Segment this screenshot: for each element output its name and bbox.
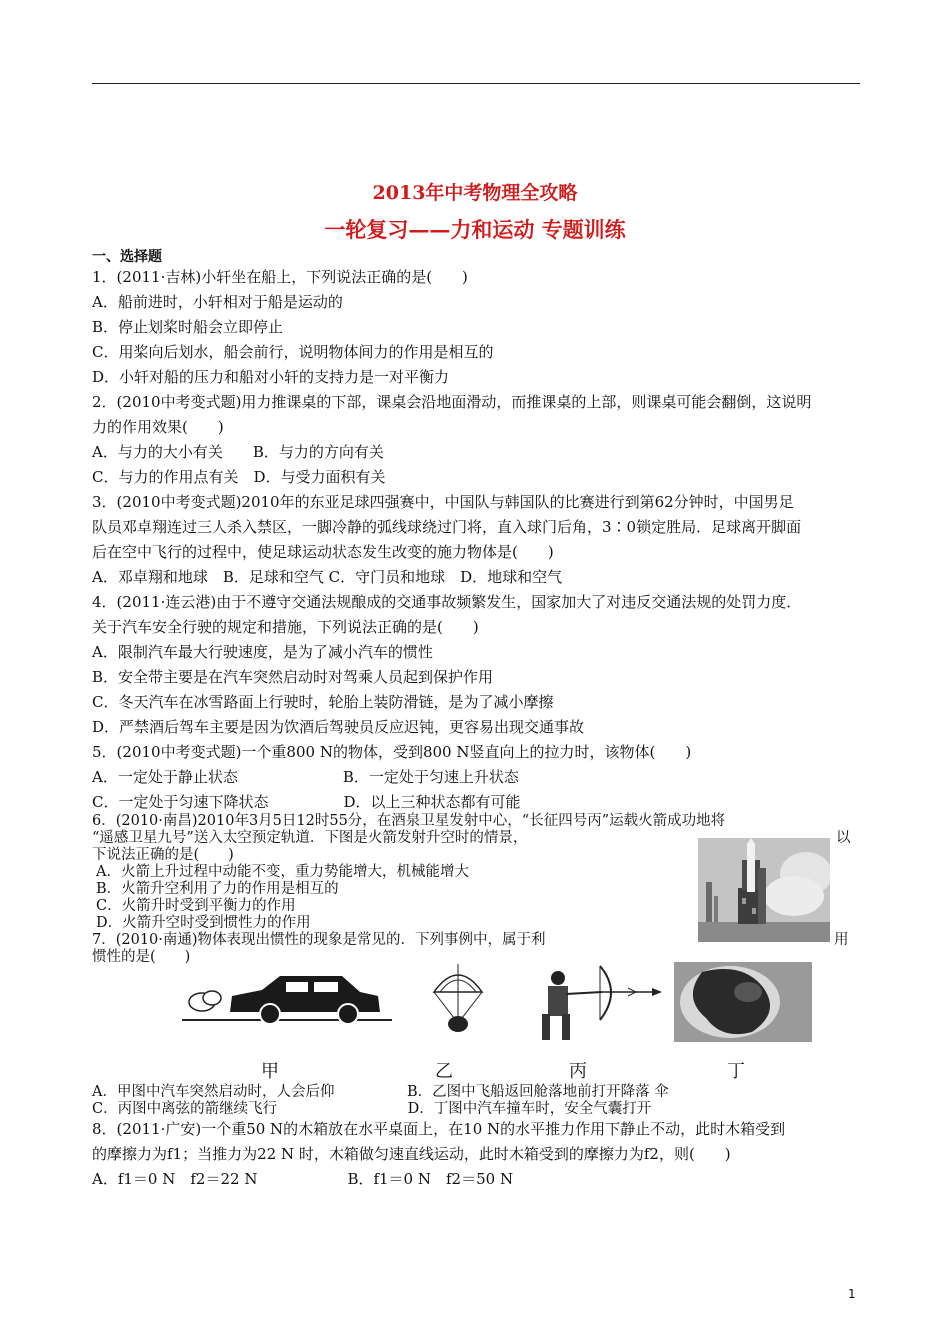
question-6-cont: 下说法正确的是( )	[92, 847, 234, 863]
option-line: C．丙图中离弦的箭继续飞行 D．丁图中汽车撞车时，安全气囊打开	[92, 1101, 652, 1117]
question-7-cont: 惯性的是( )	[92, 949, 191, 965]
car-figure	[182, 976, 392, 1024]
option-line: A．与力的大小有关 B．与力的方向有关	[92, 443, 384, 461]
option-line: B．安全带主要是在汽车突然启动时对驾乘人员起到保护作用	[92, 668, 494, 686]
page-subtitle: 一轮复习——力和运动 专题训练	[324, 217, 626, 242]
figure-label-1: 甲	[261, 1061, 279, 1082]
figures-svg	[182, 962, 812, 1082]
option-line: C．一定处于匀速下降状态 D．以上三种状态都有可能	[92, 793, 521, 811]
rocket-launch-photo	[698, 838, 830, 942]
section-heading: 一、选择题	[92, 249, 162, 265]
option-line: A．限制汽车最大行驶速度，是为了减小汽车的惯性	[92, 643, 433, 661]
page-number: 1	[848, 1287, 856, 1301]
question-4: 4．(2011·连云港)由于不遵守交通法规酿成的交通事故频繁发生，国家加大了对违反交通法规的处罚力度．	[92, 593, 802, 611]
question-2-cont: 力的作用效果( )	[92, 418, 224, 436]
question-8: 8．(2011·广安)一个重50 N的木箱放在水平桌面上，在10 N的水平推力作用下静止不动，此时木箱受到	[92, 1120, 786, 1138]
option-line: C．与力的作用点有关 D．与受力面积有关	[92, 468, 386, 486]
option-line: D．严禁酒后驾车主要是因为饮酒后驾驶员反应迟钝，更容易出现交通事故	[92, 718, 585, 736]
question-5: 5．(2010中考变式题)一个重800 N的物体，受到800 N竖直向上的拉力时，该物体( )	[92, 743, 692, 761]
option-line: D．火箭升空时受到惯性力的作用	[96, 915, 311, 931]
option-line: A．火箭上升过程中动能不变，重力势能增大，机械能增大	[96, 864, 469, 880]
option-line: C．冬天汽车在冰雪路面上行驶时，轮胎上装防滑链，是为了减小摩擦	[92, 693, 554, 711]
question-8-cont: 的摩擦力为f1；当推力为22 N 时，木箱做匀速直线运动，此时木箱受到的摩擦力为f2，则( )	[92, 1145, 731, 1163]
option-line: B．停止划桨时船会立即停止	[92, 318, 284, 336]
airbag-figure	[674, 962, 812, 1042]
option-line: A．f1＝0 N f2＝22 N B．f1＝0 N f2＝50 N	[92, 1170, 514, 1188]
question-6-cont-tail: 以	[836, 830, 851, 846]
question-6: 6．(2010·南昌)2010年3月5日12时55分，在酒泉卫星发射中心，“长征四号丙”运载火箭成功地将	[92, 813, 726, 829]
question-6-cont: “遥感卫星九号”送入太空预定轨道．下图是火箭发射升空时的情景，	[92, 830, 528, 846]
option-line: A．甲图中汽车突然启动时，人会后仰 B．乙图中飞船返回舱落地前打开降落 伞	[92, 1084, 669, 1100]
archer-figure	[542, 966, 662, 1040]
option-line: B．火箭升空利用了力的作用是相互的	[96, 881, 339, 897]
question-4-cont: 关于汽车安全行驶的规定和措施，下列说法正确的是( )	[92, 618, 479, 636]
question-3-cont: 后在空中飞行的过程中，使足球运动状态发生改变的施力物体是( )	[92, 543, 554, 561]
question-3-cont: 队员邓卓翔连过三人杀入禁区，一脚冷静的弧线球绕过门将，直入球门后角，3∶0锁定胜局．足球离开脚面	[92, 518, 802, 536]
figure-label-4: 丁	[727, 1061, 745, 1082]
option-line: C．用桨向后划水，船会前行，说明物体间力的作用是相互的	[92, 343, 494, 361]
parachute-figure	[434, 964, 482, 1032]
page-title: 2013年中考物理全攻略	[372, 182, 578, 204]
option-line: A．船前进时，小轩相对于船是运动的	[92, 293, 343, 311]
inertia-figures	[182, 962, 812, 1082]
question-3: 3．(2010中考变式题)2010年的东亚足球四强赛中，中国队与韩国队的比赛进行到第62分钟时，中国男足	[92, 493, 794, 511]
question-7: 7．(2010·南通)物体表现出惯性的现象是常见的．下列事例中，属于利	[92, 932, 546, 948]
option-line: D．小轩对船的压力和船对小轩的支持力是一对平衡力	[92, 368, 450, 386]
header-rule	[92, 83, 860, 84]
option-line: C．火箭升时受到平衡力的作用	[96, 898, 296, 914]
figure-label-3: 丙	[569, 1061, 587, 1082]
question-1: 1．(2011·吉林)小轩坐在船上，下列说法正确的是( )	[92, 268, 468, 286]
question-7-tail: 用	[834, 932, 849, 948]
option-line: A．一定处于静止状态 B．一定处于匀速上升状态	[92, 768, 519, 786]
question-2: 2．(2010中考变式题)用力推课桌的下部，课桌会沿地面滑动，而推课桌的上部，则课桌可能会翻倒，这说明	[92, 393, 812, 411]
figure-label-2: 乙	[435, 1061, 453, 1082]
option-line: A．邓卓翔和地球 B．足球和空气 C．守门员和地球 D．地球和空气	[92, 568, 563, 586]
